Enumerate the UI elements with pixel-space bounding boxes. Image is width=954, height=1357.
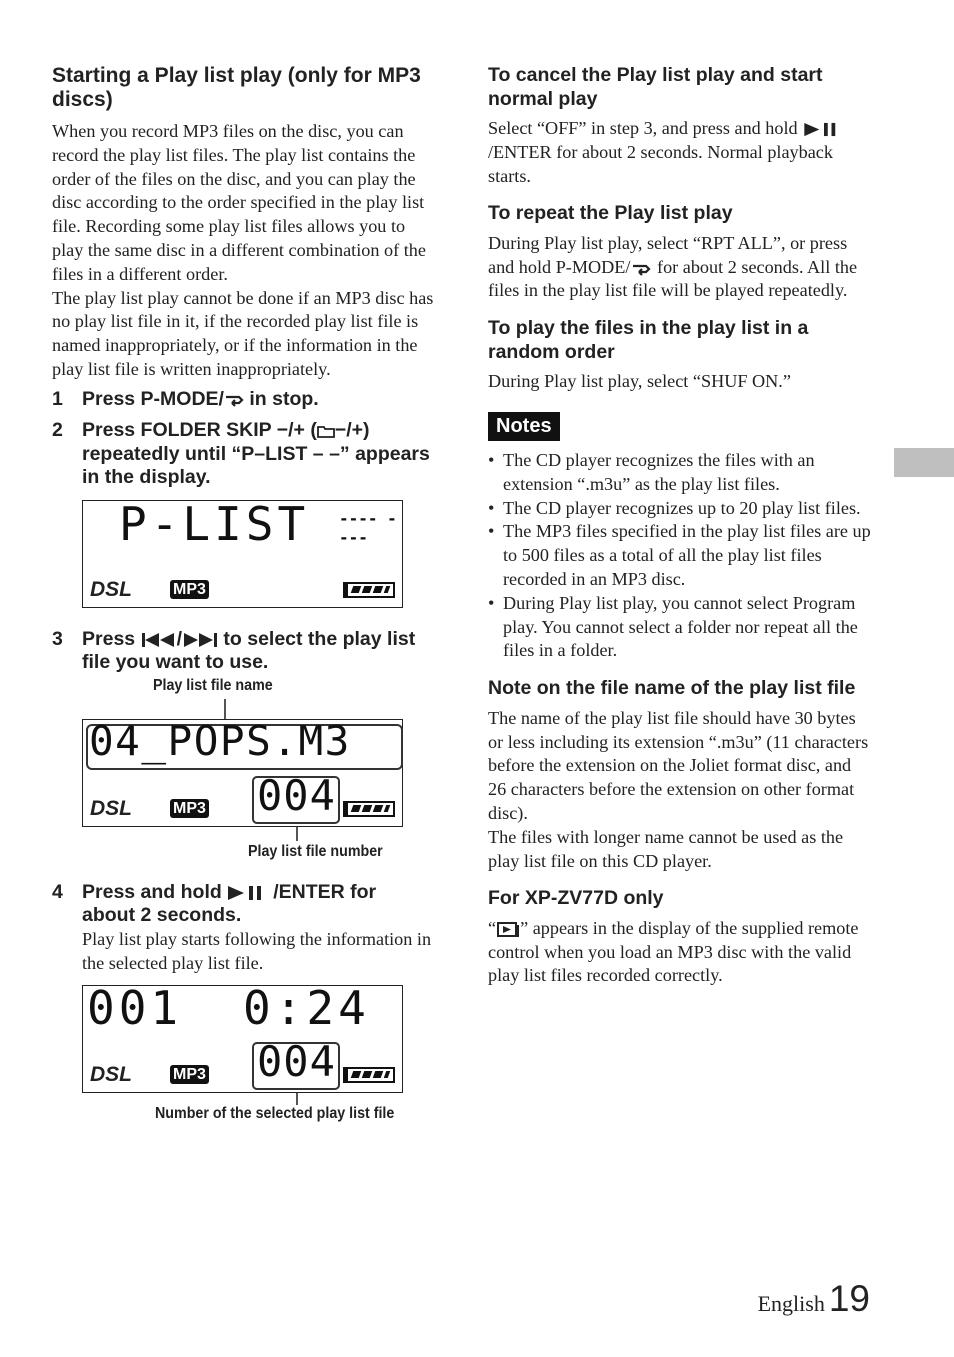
- step-2: 2 Press FOLDER SKIP −/+ ( −/+) repeatedly until “P–LIST – –” appears in the display.: [52, 419, 430, 489]
- list-item: • The MP3 files specified in the play list files are up to 500 files as a total of all the play list files recorded in an MP3 disc.: [488, 520, 872, 591]
- caption-file-number: Play list file number: [248, 842, 383, 860]
- repeat-icon: [630, 262, 652, 276]
- lcd-main-text: 04_POPS.M3: [89, 716, 351, 765]
- cancel-heading: To cancel the Play list play and start normal play: [488, 64, 823, 110]
- lcd-main-text: P-LIST: [119, 496, 310, 551]
- battery-icon: [343, 582, 395, 598]
- lcd-track-number: 001: [87, 981, 183, 1036]
- battery-icon: [343, 801, 395, 817]
- list-item: • The CD player recognizes up to 20 play list files.: [488, 497, 872, 521]
- page-footer: [758, 1278, 870, 1320]
- random-heading: To play the files in the play list in a random order: [488, 317, 809, 363]
- lcd-display-play: [82, 981, 403, 1093]
- filename-heading: Note on the file name of the play list file: [488, 677, 856, 700]
- lcd-file-number: 004: [257, 1037, 336, 1087]
- side-tab: [894, 448, 954, 477]
- dsl-indicator: DSL: [90, 796, 132, 820]
- intro-paragraph-1: When you record MP3 files on the disc, you can record the play list files. The play list contains the order of the files on the disc, and you can play the disc according to the order specified in the play list file. Recording some play list files allows you to play the same disc in a different combination of the files in a different order.: [52, 121, 426, 284]
- lcd-dashes: ---- ----: [339, 508, 397, 547]
- repeat-text: During Play list play, select “RPT ALL”, or press and hold P-MODE/ for about 2 seconds. All the files in the play list file will be played repeatedly.: [488, 232, 858, 301]
- lcd-time: 0:24: [243, 981, 370, 1036]
- dsl-indicator: DSL: [90, 1063, 132, 1087]
- notes-label: Notes: [488, 412, 560, 441]
- battery-icon: [343, 1067, 395, 1083]
- caption-selected-file: Number of the selected play list file: [155, 1105, 395, 1123]
- right-column: [488, 64, 872, 988]
- filename-text-2: The files with longer name cannot be used as the play list file on this CD player.: [488, 826, 844, 871]
- xp-heading: For XP-ZV77D only: [488, 887, 664, 910]
- mp3-indicator: MP3: [170, 580, 209, 599]
- cancel-text: Select “OFF” in step 3, and press and hold /ENTER for about 2 seconds. Normal playback starts.: [488, 117, 872, 188]
- mp3-indicator: MP3: [170, 799, 209, 818]
- step-number: 2: [52, 419, 63, 442]
- step-text: Press P-MODE/: [82, 387, 224, 410]
- playlist-display-icon: [496, 921, 520, 939]
- step-number: 4: [52, 880, 63, 903]
- section-heading: Starting a Play list play (only for MP3 discs): [52, 64, 421, 111]
- list-item: • The CD player recognizes the files with an extension “.m3u” as the play list files.: [488, 449, 872, 497]
- left-column: [52, 64, 434, 1123]
- previous-track-icon: [141, 632, 177, 648]
- caption-file-name: Play list file name: [153, 676, 273, 694]
- step-4-description: Play list play starts following the information in the selected play list file.: [82, 928, 432, 973]
- xp-text: “ ” appears in the display of the supplied remote control when you load an MP3 disc with the valid play list files recorded correctly.: [488, 917, 859, 986]
- list-item: • During Play list play, you cannot select Program play. You cannot select a folder nor repeat all the files in a folder.: [488, 592, 872, 663]
- lcd-display-plist: [82, 496, 403, 608]
- lcd-display-file: [82, 716, 403, 827]
- step-number: 1: [52, 387, 63, 410]
- page-number: 19: [828, 1278, 870, 1319]
- play-pause-icon: [227, 885, 273, 901]
- intro-paragraph-2: The play list play cannot be done if an MP3 disc has no play list file in it, if the recorded play list file is named inappropriately, or if the information in the play list file is written inappropriately.: [52, 287, 434, 379]
- mp3-indicator: MP3: [170, 1065, 209, 1084]
- footer-language: English: [757, 1291, 825, 1316]
- step-4: 4 Press and hold /ENTER for about 2 seconds.: [52, 880, 377, 927]
- caption-pointer-line: [296, 827, 298, 841]
- step-3: 3 Press / to select the play list file you want to use.: [52, 627, 416, 674]
- random-text: During Play list play, select “SHUF ON.”: [488, 371, 791, 392]
- play-pause-icon: [802, 122, 846, 137]
- caption-pointer-line: [296, 1093, 298, 1105]
- repeat-icon: [224, 393, 244, 407]
- next-track-icon: [182, 632, 218, 648]
- notes-list: [488, 449, 872, 663]
- step-number: 3: [52, 627, 63, 650]
- folder-icon: [317, 424, 335, 438]
- repeat-heading: To repeat the Play list play: [488, 202, 733, 225]
- lcd-file-number: 004: [257, 770, 336, 820]
- step-1: 1 Press P-MODE/ in stop.: [52, 387, 319, 410]
- filename-text-1: The name of the play list file should have 30 bytes or less including its extension “.m3u” (11 characters before the extension on the Joliet format disc, and 26 characters before the extension on other format disc).: [488, 707, 869, 823]
- dsl-indicator: DSL: [90, 577, 132, 601]
